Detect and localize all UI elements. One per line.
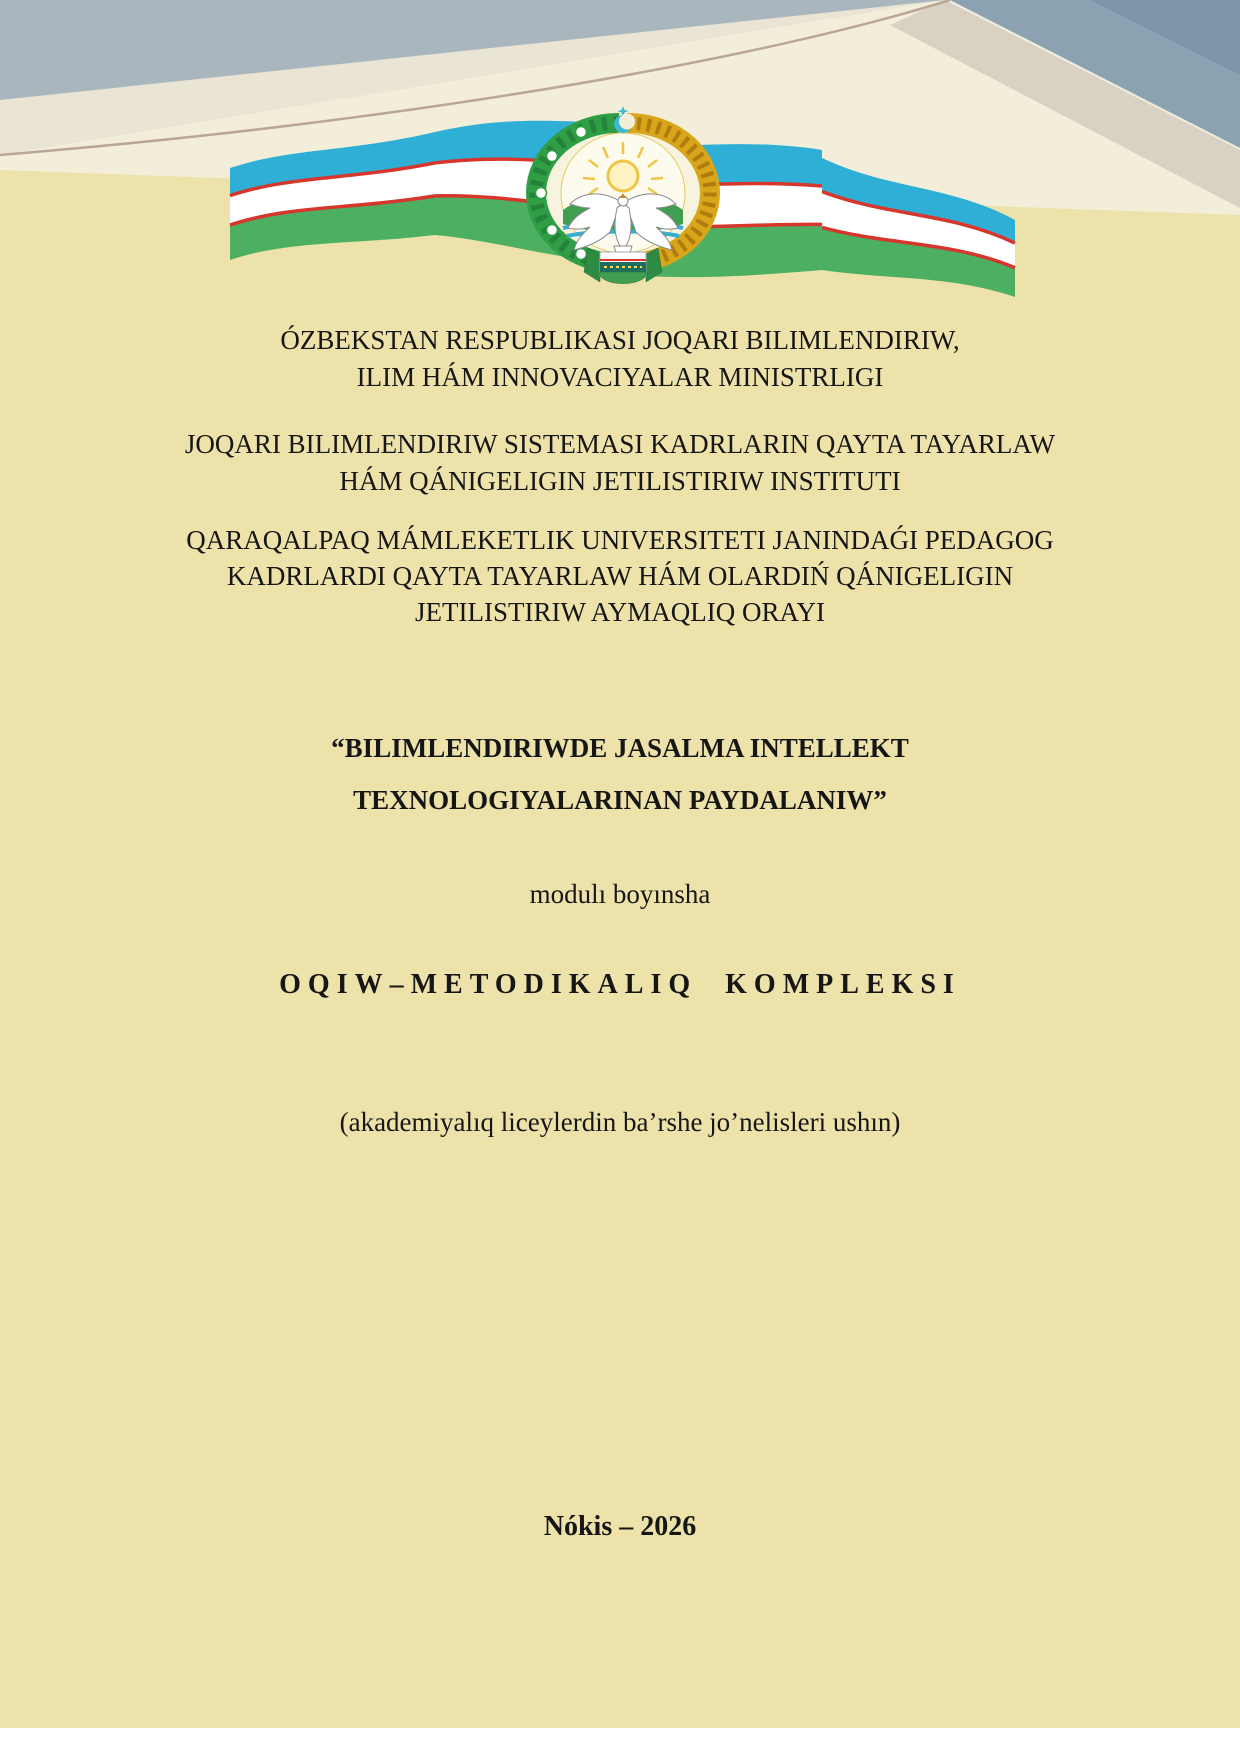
bottom-white-strip: [0, 1728, 1240, 1754]
sun: [608, 161, 638, 191]
uzbekistan-flag-ribbon: [200, 90, 1040, 310]
module-title-line-2: TEXNOLOGIYALARINAN PAYDALANIW”: [353, 785, 887, 815]
center-line-2: KADRLARDI QAYTA TAYARLAW HÁM OLARDIŃ QÁNIGELIGIN: [226, 561, 1014, 591]
institute-line-1: JOQARI BILIMLENDIRIW SISTEMASI KADRLARIN QAYTA TAYARLAW: [184, 429, 1056, 459]
audience-note: (akademiyalıq liceylerdin ba’rshe jo’nelisleri ushın): [339, 1107, 901, 1137]
emblem-banner: [584, 248, 662, 284]
module-title-line-1: “BILIMLENDIRIWDE JASALMA INTELLEKT: [331, 733, 909, 763]
center-line-3: JETILISTIRIW AYMAQLIQ ORAYI: [415, 597, 825, 627]
module-note: modulı boyınsha: [529, 879, 711, 909]
center-line-1: QARAQALPAQ MÁMLEKETLIK UNIVERSITETI JANINDAǴI PEDAGOG: [186, 525, 1054, 555]
institute-line-2: HÁM QÁNIGELIGIN JETILISTIRIW INSTITUTI: [339, 466, 901, 496]
flag-ribbon-right-outer: [822, 158, 1015, 297]
ministry-line-2: ILIM HÁM INNOVACIYALAR MINISTRLIGI: [356, 362, 884, 392]
ministry-line-1: ÓZBEKSTAN RESPUBLIKASI JOQARI BILIMLENDIRIW,: [280, 325, 960, 355]
flag-ribbon-and-emblem: [200, 90, 1040, 310]
imprint-city-year: Nókis – 2026: [543, 1511, 697, 1542]
flag-ribbon-left-outer: [230, 132, 435, 260]
complex-title: OQIW–METODIKALIQ KOMPLEKSI: [279, 969, 961, 1000]
